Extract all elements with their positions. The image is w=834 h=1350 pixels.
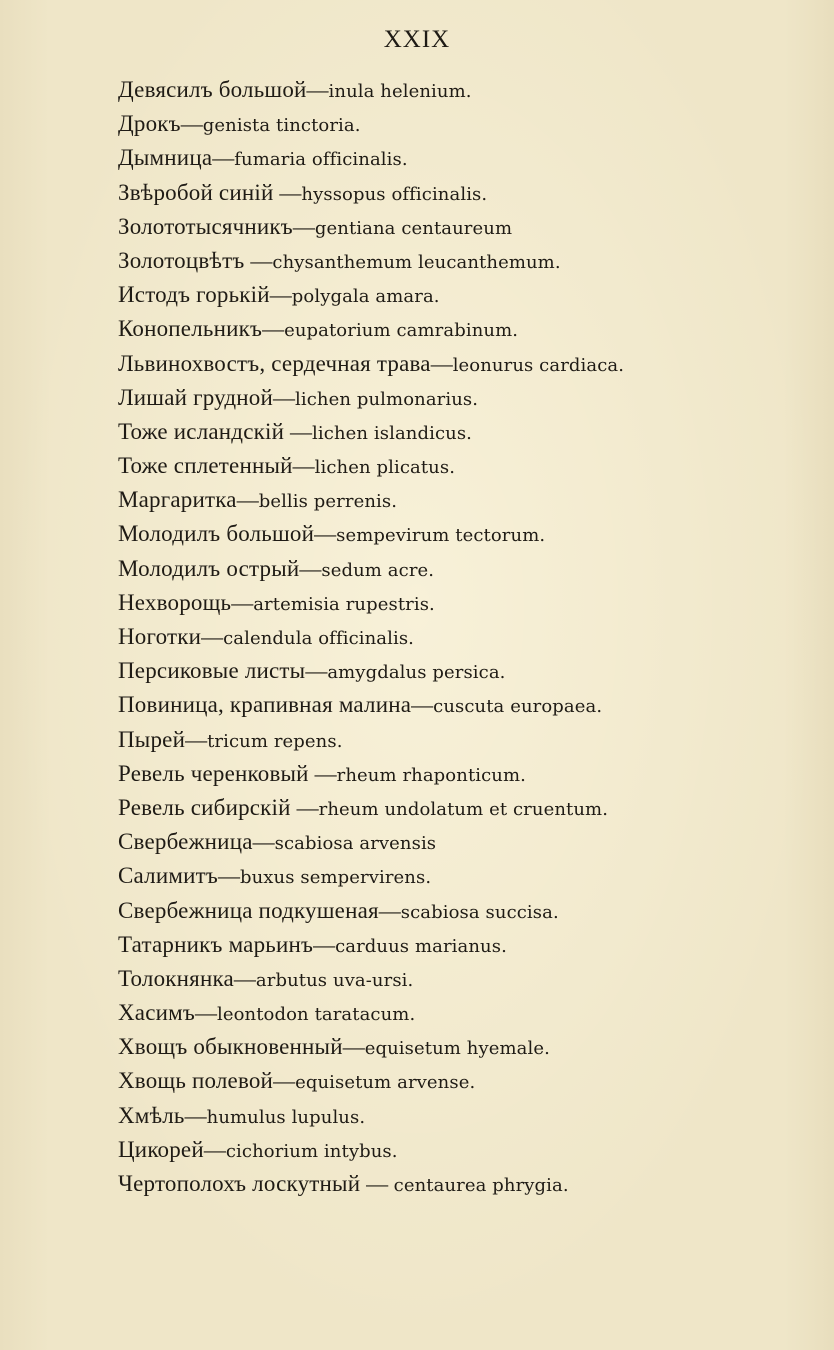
latin-name: rheum rhaponticum. <box>336 764 526 786</box>
russian-name: Львинохвостъ, сердечная трава <box>118 350 431 376</box>
list-item <box>118 1064 818 1098</box>
dash-separator: — <box>273 1068 296 1094</box>
russian-name: Толокнянка <box>118 965 234 991</box>
latin-name: calendula officinalis. <box>223 628 415 649</box>
dash-separator: — <box>212 145 235 171</box>
list-item <box>118 825 818 859</box>
dash-separator: — <box>292 453 315 479</box>
russian-name: Свербежница <box>118 829 253 855</box>
latin-name: amygdalus persica. <box>327 662 506 684</box>
list-item <box>118 107 818 141</box>
russian-name: Свербежница подкушеная <box>118 897 379 923</box>
latin-name: gentiana centaureum <box>314 217 513 239</box>
page-number: XXIX <box>383 26 451 53</box>
dash-separator: — <box>299 555 322 581</box>
dash-separator: — <box>269 282 292 308</box>
dash-separator: — <box>430 350 453 376</box>
list-item <box>118 791 818 825</box>
russian-name: Дрокъ <box>118 111 181 137</box>
russian-name: Цикорей <box>118 1136 204 1162</box>
latin-name: equisetum arvense. <box>295 1072 476 1094</box>
list-item <box>118 757 818 791</box>
latin-name: arbutus uva-ursi. <box>255 969 414 991</box>
latin-name: lichen plicatus. <box>314 457 456 479</box>
latin-name: lichen islandicus. <box>312 422 472 444</box>
russian-name: Чертополохъ лоскутный <box>118 1171 367 1196</box>
list-item <box>118 1030 818 1064</box>
dash-separator: — <box>378 897 401 923</box>
list-item <box>118 517 818 551</box>
list-item <box>118 928 818 962</box>
list-item <box>118 654 818 688</box>
russian-name: Хмѣль <box>118 1102 185 1128</box>
list-item <box>118 278 818 312</box>
russian-name: Конопельникъ <box>118 316 263 342</box>
dash-separator: — <box>314 521 337 547</box>
dash-separator: — <box>314 760 337 786</box>
russian-name: Тоже исландскій <box>118 418 291 444</box>
russian-name: Молодилъ острый <box>118 555 300 581</box>
latin-name: cuscuta europaea. <box>433 696 603 718</box>
list-item <box>118 244 818 278</box>
latin-name: sedum acre. <box>321 559 435 581</box>
russian-name: Ревель сибирскій <box>118 794 297 820</box>
list-item <box>118 381 818 415</box>
latin-name: eupatorium camrabinum. <box>284 320 519 342</box>
latin-name: tricum repens. <box>207 730 343 752</box>
russian-name: Хасимъ <box>118 1000 195 1026</box>
latin-name: sempevirum tectorum. <box>336 525 546 547</box>
latin-name: leontodon taratacum. <box>216 1004 416 1026</box>
dash-separator: — <box>342 1034 365 1060</box>
list-item <box>118 483 818 517</box>
russian-name: Молодилъ большой <box>118 521 315 547</box>
dash-separator: — <box>313 931 336 957</box>
list-item <box>118 312 818 346</box>
dash-separator: — <box>180 111 203 137</box>
russian-name: Пырей <box>118 726 186 752</box>
latin-name: equisetum hyemale. <box>364 1038 550 1060</box>
dash-separator: — <box>194 1000 217 1026</box>
dash-separator: — <box>252 829 275 855</box>
latin-name: cichorium intybus. <box>225 1140 398 1162</box>
dash-separator: — <box>185 726 208 752</box>
russian-name: Ноготки <box>118 624 202 649</box>
dash-separator: — <box>231 589 254 615</box>
dash-separator: — <box>292 213 315 239</box>
russian-name: Золототысячникъ <box>118 213 293 239</box>
latin-name: humulus lupulus. <box>206 1106 366 1128</box>
dash-separator: — <box>279 179 302 205</box>
russian-name: Маргаритка <box>118 487 237 513</box>
list-item <box>118 894 818 928</box>
dash-separator: — <box>306 77 329 102</box>
latin-name: genista tinctoria. <box>202 115 361 137</box>
list-item <box>118 176 818 210</box>
latin-name: buxus sempervirens. <box>239 867 432 889</box>
plant-name-list <box>118 73 818 1201</box>
list-item <box>118 1133 818 1167</box>
russian-name: Девясилъ большой <box>118 77 307 102</box>
dash-separator: — <box>250 247 273 273</box>
dash-separator: — <box>203 1136 226 1162</box>
list-item <box>118 552 818 586</box>
list-item <box>118 141 818 175</box>
list-item <box>118 723 818 757</box>
russian-name: Тоже сплетенный <box>118 453 293 479</box>
latin-name: polygala amara. <box>291 286 440 308</box>
russian-name: Лишай грудной <box>118 384 273 410</box>
russian-name: Салимитъ <box>118 863 218 889</box>
dash-separator: — <box>411 692 434 718</box>
list-item <box>118 620 818 654</box>
dash-separator: — <box>184 1102 207 1128</box>
russian-name: Золотоцвѣтъ <box>118 247 251 273</box>
latin-name: inula helenium. <box>328 81 472 102</box>
list-item <box>118 73 818 107</box>
russian-name: Истодъ горькій <box>118 282 270 308</box>
latin-name: scabiosa succisa. <box>400 901 559 923</box>
dash-separator: — <box>262 316 285 342</box>
dash-separator: — <box>305 658 328 684</box>
list-item <box>118 1167 818 1201</box>
latin-name: lichen pulmonarius. <box>295 388 479 410</box>
latin-name: hyssopus officinalis. <box>301 183 488 205</box>
latin-name: bellis perrenis. <box>258 491 398 513</box>
russian-name: Звѣробой синій <box>118 179 280 205</box>
russian-name: Хвощъ обыкновенный <box>118 1034 343 1060</box>
latin-name: carduus marianus. <box>335 935 507 957</box>
dash-separator: — <box>273 384 295 410</box>
dash-separator: — <box>236 487 259 513</box>
list-item <box>118 347 818 381</box>
dash-separator: — <box>296 794 319 820</box>
list-item <box>118 449 818 483</box>
latin-name: centaurea phrygia. <box>393 1175 569 1196</box>
list-item <box>118 962 818 996</box>
russian-name: Ревель черенковый <box>118 760 315 786</box>
list-item <box>118 996 818 1030</box>
russian-name: Дымница <box>118 145 213 171</box>
latin-name: artemisia rupestris. <box>253 593 435 615</box>
dash-separator: — <box>290 418 313 444</box>
dash-separator: — <box>201 624 224 649</box>
latin-name: fumaria officinalis. <box>234 149 408 171</box>
dash-separator: — <box>366 1171 394 1196</box>
dash-separator: — <box>233 965 256 991</box>
latin-name: rheum undolatum et cruentum. <box>318 798 609 820</box>
list-item <box>118 1099 818 1133</box>
russian-name: Нехворощь <box>118 589 232 615</box>
list-item <box>118 210 818 244</box>
russian-name: Повиница, крапивная малина <box>118 692 412 718</box>
russian-name: Хвощь полевой <box>118 1068 274 1094</box>
list-item <box>118 859 818 893</box>
list-item <box>118 415 818 449</box>
latin-name: leonurus cardiaca. <box>452 354 625 376</box>
russian-name: Персиковые листы <box>118 658 306 684</box>
latin-name: scabiosa arvensis <box>274 833 437 855</box>
list-item <box>118 586 818 620</box>
russian-name: Татарникъ марьинъ <box>118 931 314 957</box>
latin-name: chysanthemum leucanthemum. <box>272 251 561 273</box>
dash-separator: — <box>217 863 240 889</box>
list-item <box>118 688 818 722</box>
